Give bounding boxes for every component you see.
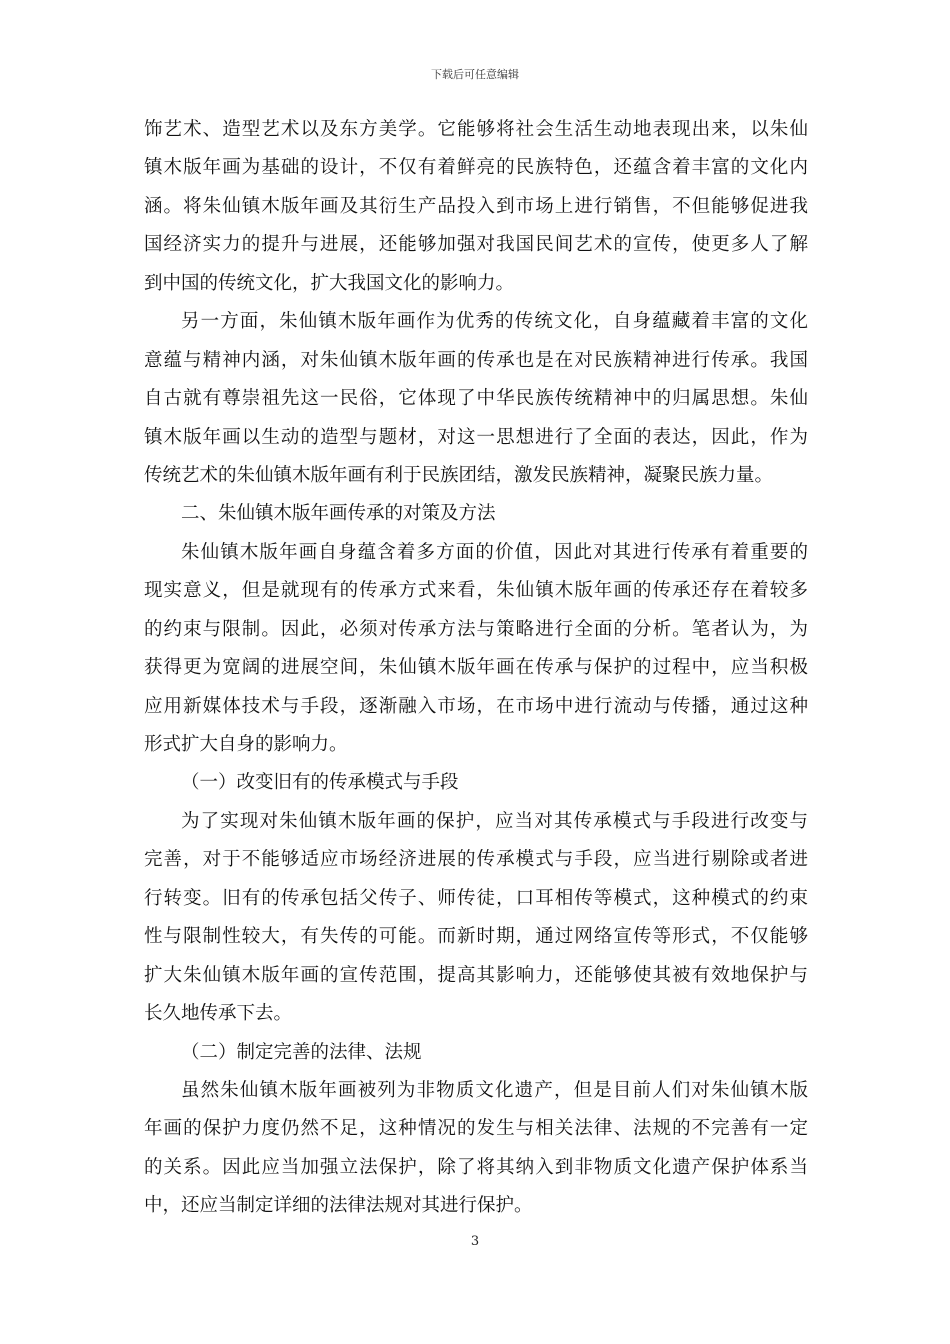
page-number: 3 <box>470 1234 480 1249</box>
section-heading: 二、朱仙镇木版年画传承的对策及方法 <box>181 503 496 525</box>
text-line: 到中国的传统文化，扩大我国文化的影响力。 <box>144 272 515 294</box>
subsection-heading: （二）制定完善的法律、法规 <box>181 1041 422 1063</box>
text-line: 现实意义，但是就现有的传承方式来看，朱仙镇木版年画的传承还存在着较多 <box>144 580 808 602</box>
text-line: 的约束与限制。因此，必须对传承方法与策略进行全面的分析。笔者认为，为 <box>144 618 808 640</box>
text-line: 为了实现对朱仙镇木版年画的保护，应当对其传承模式与手段进行改变与 <box>181 810 808 832</box>
body-text <box>144 111 808 1226</box>
header-note: 下载后可任意编辑 <box>431 68 519 81</box>
text-line: 年画的保护力度仍然不足，这种情况的发生与相关法律、法规的不完善有一定 <box>144 1118 808 1140</box>
subsection-heading: （一）改变旧有的传承模式与手段 <box>181 772 459 794</box>
text-line: 获得更为宽阔的进展空间，朱仙镇木版年画在传承与保护的过程中，应当积极 <box>144 657 808 679</box>
text-line: 中，还应当制定详细的法律法规对其进行保护。 <box>144 1195 533 1217</box>
text-line: 镇木版年画以生动的造型与题材，对这一思想进行了全面的表达，因此，作为 <box>144 426 808 448</box>
text-line: 虽然朱仙镇木版年画被列为非物质文化遗产，但是目前人们对朱仙镇木版 <box>181 1079 808 1101</box>
text-line: 镇木版年画为基础的设计，不仅有着鲜亮的民族特色，还蕴含着丰富的文化内 <box>144 157 808 179</box>
text-line: 行转变。旧有的传承包括父传子、师传徒，口耳相传等模式，这种模式的约束 <box>144 887 808 909</box>
text-line: 意蕴与精神内涵，对朱仙镇木版年画的传承也是在对民族精神进行传承。我国 <box>144 349 808 371</box>
text-line: 性与限制性较大，有失传的可能。而新时期，通过网络宣传等形式，不仅能够 <box>144 926 808 948</box>
text-line: 扩大朱仙镇木版年画的宣传范围，提高其影响力，还能够使其被有效地保护与 <box>144 964 808 986</box>
text-line: 朱仙镇木版年画自身蕴含着多方面的价值，因此对其进行传承有着重要的 <box>181 541 808 563</box>
text-line: 饰艺术、造型艺术以及东方美学。它能够将社会生活生动地表现出来，以朱仙 <box>144 119 808 140</box>
text-line: 形式扩大自身的影响力。 <box>144 734 348 755</box>
text-line: 应用新媒体技术与手段，逐渐融入市场，在市场中进行流动与传播，通过这种 <box>144 695 808 717</box>
text-line: 长久地传承下去。 <box>144 1003 293 1025</box>
text-line: 传统艺术的朱仙镇木版年画有利于民族团结，激发民族精神，凝聚民族力量。 <box>144 464 774 486</box>
text-line: 的关系。因此应当加强立法保护，除了将其纳入到非物质文化遗产保护体系当 <box>144 1156 808 1178</box>
text-line: 完善，对于不能够适应市场经济进展的传承模式与手段，应当进行剔除或者进 <box>144 849 808 871</box>
text-line: 国经济实力的提升与进展，还能够加强对我国民间艺术的宣传，使更多人了解 <box>144 234 808 256</box>
text-line: 自古就有尊崇祖先这一民俗，它体现了中华民族传统精神中的归属思想。朱仙 <box>144 388 808 410</box>
text-line: 涵。将朱仙镇木版年画及其衍生产品投入到市场上进行销售，不但能够促进我 <box>144 195 808 217</box>
text-line: 另一方面，朱仙镇木版年画作为优秀的传统文化，自身蕴藏着丰富的文化 <box>181 311 808 333</box>
